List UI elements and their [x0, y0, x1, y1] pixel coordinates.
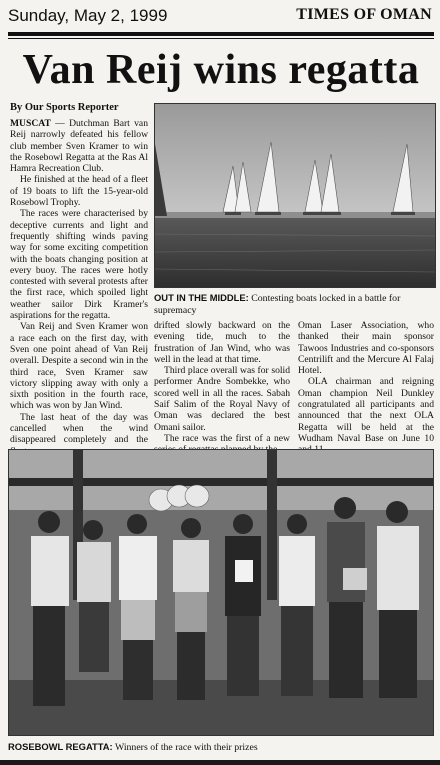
- dateline: MUSCAT: [10, 118, 51, 129]
- paragraph: The races were characterised by deceptive currents and light and frequently shifting winds paving way for some exciting competition with the boats changing position at every buoy. The races were hotly contested with several protests after the first race, which spoiled light weather sailor Dirk Kramer's aspirations for the regatta.: [10, 208, 148, 322]
- caption-text: Winners of the race with their prizes: [112, 742, 258, 753]
- caption-label: OUT IN THE MIDDLE:: [154, 292, 249, 303]
- bottom-edge-shadow: [0, 760, 440, 765]
- header-rule-thin: [8, 38, 434, 39]
- paragraph: He finished at the head of a fleet of 19 boats to lift the 15-year-old Rosebowl Trophy.: [10, 174, 148, 209]
- paragraph: The race was the first of a new: [164, 432, 290, 444]
- article-column-1: [10, 118, 148, 457]
- paragraph: Van Reij and Sven Kramer won a race each on the first day, with Sven one point ahead of Van Reij overall. Despite a second win in the third race, Sven Kramer saw victory slipping away with only a sixth position in the fourth race, which was won by Jan Wind.: [10, 321, 148, 412]
- issue-date: Sunday, May 2, 1999: [8, 6, 168, 25]
- article-headline: Van Reij wins regatta: [22, 47, 420, 93]
- caption-label: ROSEBOWL REGATTA:: [8, 741, 113, 752]
- paragraph: [10, 118, 148, 174]
- newspaper-name: TIMES OF OMAN: [296, 6, 432, 23]
- photo-caption-sailing: [154, 292, 436, 317]
- byline: By Our Sports Reporter: [10, 102, 119, 113]
- paragraph: OLA chairman and reigning Oman champion Neil Dunkley congratulated all participants and announced that the next OLA Regatta will be held at the Wudham Naval Base on June 10: [298, 376, 434, 444]
- header-rule-thick: [8, 32, 434, 36]
- sailing-photo: [154, 103, 436, 288]
- article-column-2: [154, 320, 290, 456]
- article-column-3: [298, 320, 434, 456]
- paragraph: drifted slowly backward on the evening tide, much to the frustration of Jan Wind, who was well in the lead at that time.: [154, 320, 290, 365]
- winners-photo: [8, 449, 434, 736]
- sailing-boats-image: [155, 104, 435, 287]
- winners-group-image: [9, 450, 433, 735]
- caption-text: Contesting boats locked in a battle for supremacy: [154, 293, 401, 316]
- paragraph: The last heat of the day was cancelled when the wind disappeared completely and the: [10, 411, 148, 446]
- paragraph-text: — Dutchman Bart van Reij narrowly defeated his fellow club member Sven Kramer to win the Rosebowl Regatta at the Ras Al Hamra Recreation Club.: [10, 118, 148, 175]
- photo-caption-winners: [8, 741, 434, 754]
- paragraph: Third place overall was for solid performer Andre Sombekke, who scored well in all the races. Sabah Saif Salim of the Royal Navy of Oman was declared the best Omani sailor.: [154, 365, 290, 433]
- paragraph: Oman Laser Association, who thanked their main sponsor Tawoos Industries and co-sponsors Centrilift and the Mercure Al Falaj Hotel.: [298, 320, 434, 377]
